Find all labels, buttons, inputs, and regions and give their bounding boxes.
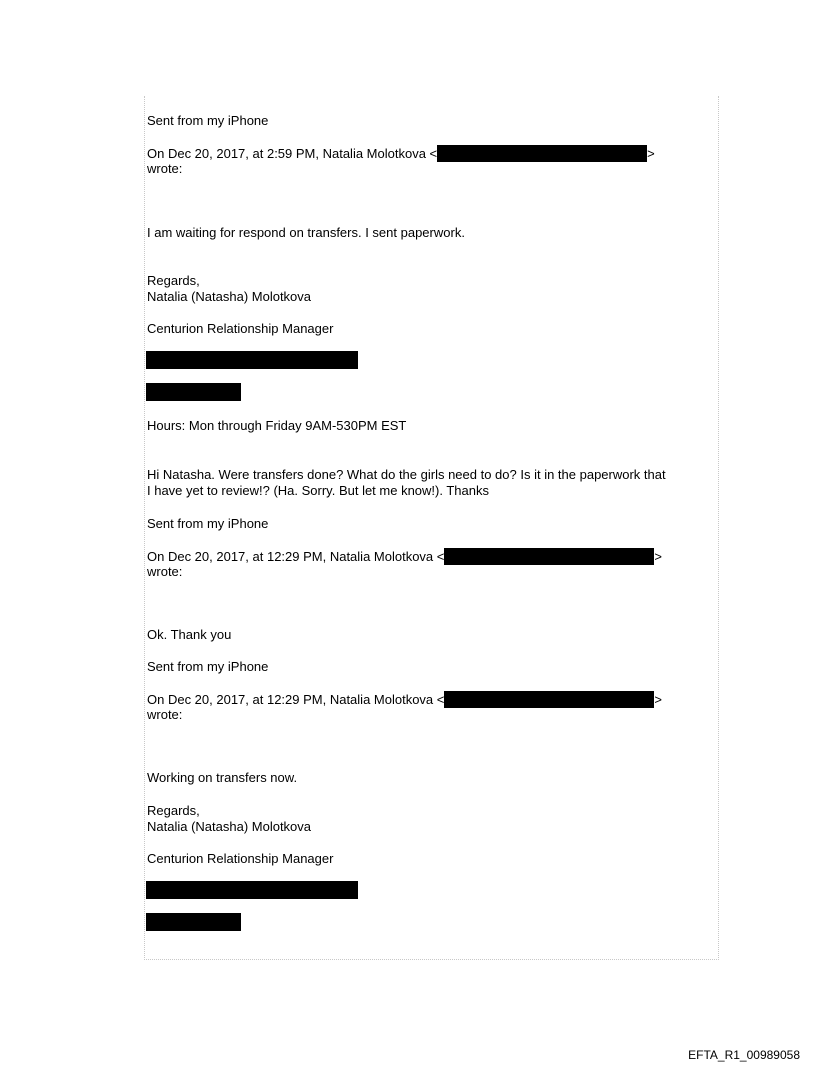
reply-header-text: On Dec 20, 2017, at 2:59 PM, Natalia Molotkova < [147,146,438,161]
redaction-bar [146,383,241,401]
message-body-line: Hi Natasha. Were transfers done? What do the girls need to do? Is it in the paperwork that [147,467,666,482]
signature-regards: Regards, [147,803,200,818]
reply-header-close: > [647,146,655,161]
signature-name: Natalia (Natasha) Molotkova [147,819,312,834]
message-body: Working on transfers now. [147,770,298,785]
sent-from-line: Sent from my iPhone [147,516,269,531]
message-body-line: I have yet to review!? (Ha. Sorry. But let me know!). Thanks [147,483,489,498]
reply-header-text: On Dec 20, 2017, at 12:29 PM, Natalia Molotkova < [147,692,445,707]
signature-title: Centurion Relationship Manager [147,321,334,336]
redaction-bar [146,881,358,899]
message-body: Ok. Thank you [147,627,232,642]
sent-from-line: Sent from my iPhone [147,113,269,128]
redaction-bar [437,145,647,162]
reply-header-line [147,691,662,708]
redaction-bar [146,351,358,369]
redaction-bar [146,913,241,931]
reply-header-line [147,145,655,162]
sent-from-line: Sent from my iPhone [147,659,269,674]
reply-header-text: On Dec 20, 2017, at 12:29 PM, Natalia Molotkova < [147,549,445,564]
reply-header-line [147,548,662,565]
signature-name: Natalia (Natasha) Molotkova [147,289,312,304]
reply-header-wrote: wrote: [147,707,183,722]
signature-regards: Regards, [147,273,200,288]
reply-header-wrote: wrote: [147,161,183,176]
redaction-bar [444,691,654,708]
signature-title: Centurion Relationship Manager [147,851,334,866]
reply-header-wrote: wrote: [147,564,183,579]
redaction-bar [444,548,654,565]
reply-header-close: > [654,549,662,564]
message-body: I am waiting for respond on transfers. I sent paperwork. [147,225,465,240]
reply-header-close: > [654,692,662,707]
document-id-footer: EFTA_R1_00989058 [688,1048,800,1062]
signature-hours: Hours: Mon through Friday 9AM-530PM EST [147,418,407,433]
